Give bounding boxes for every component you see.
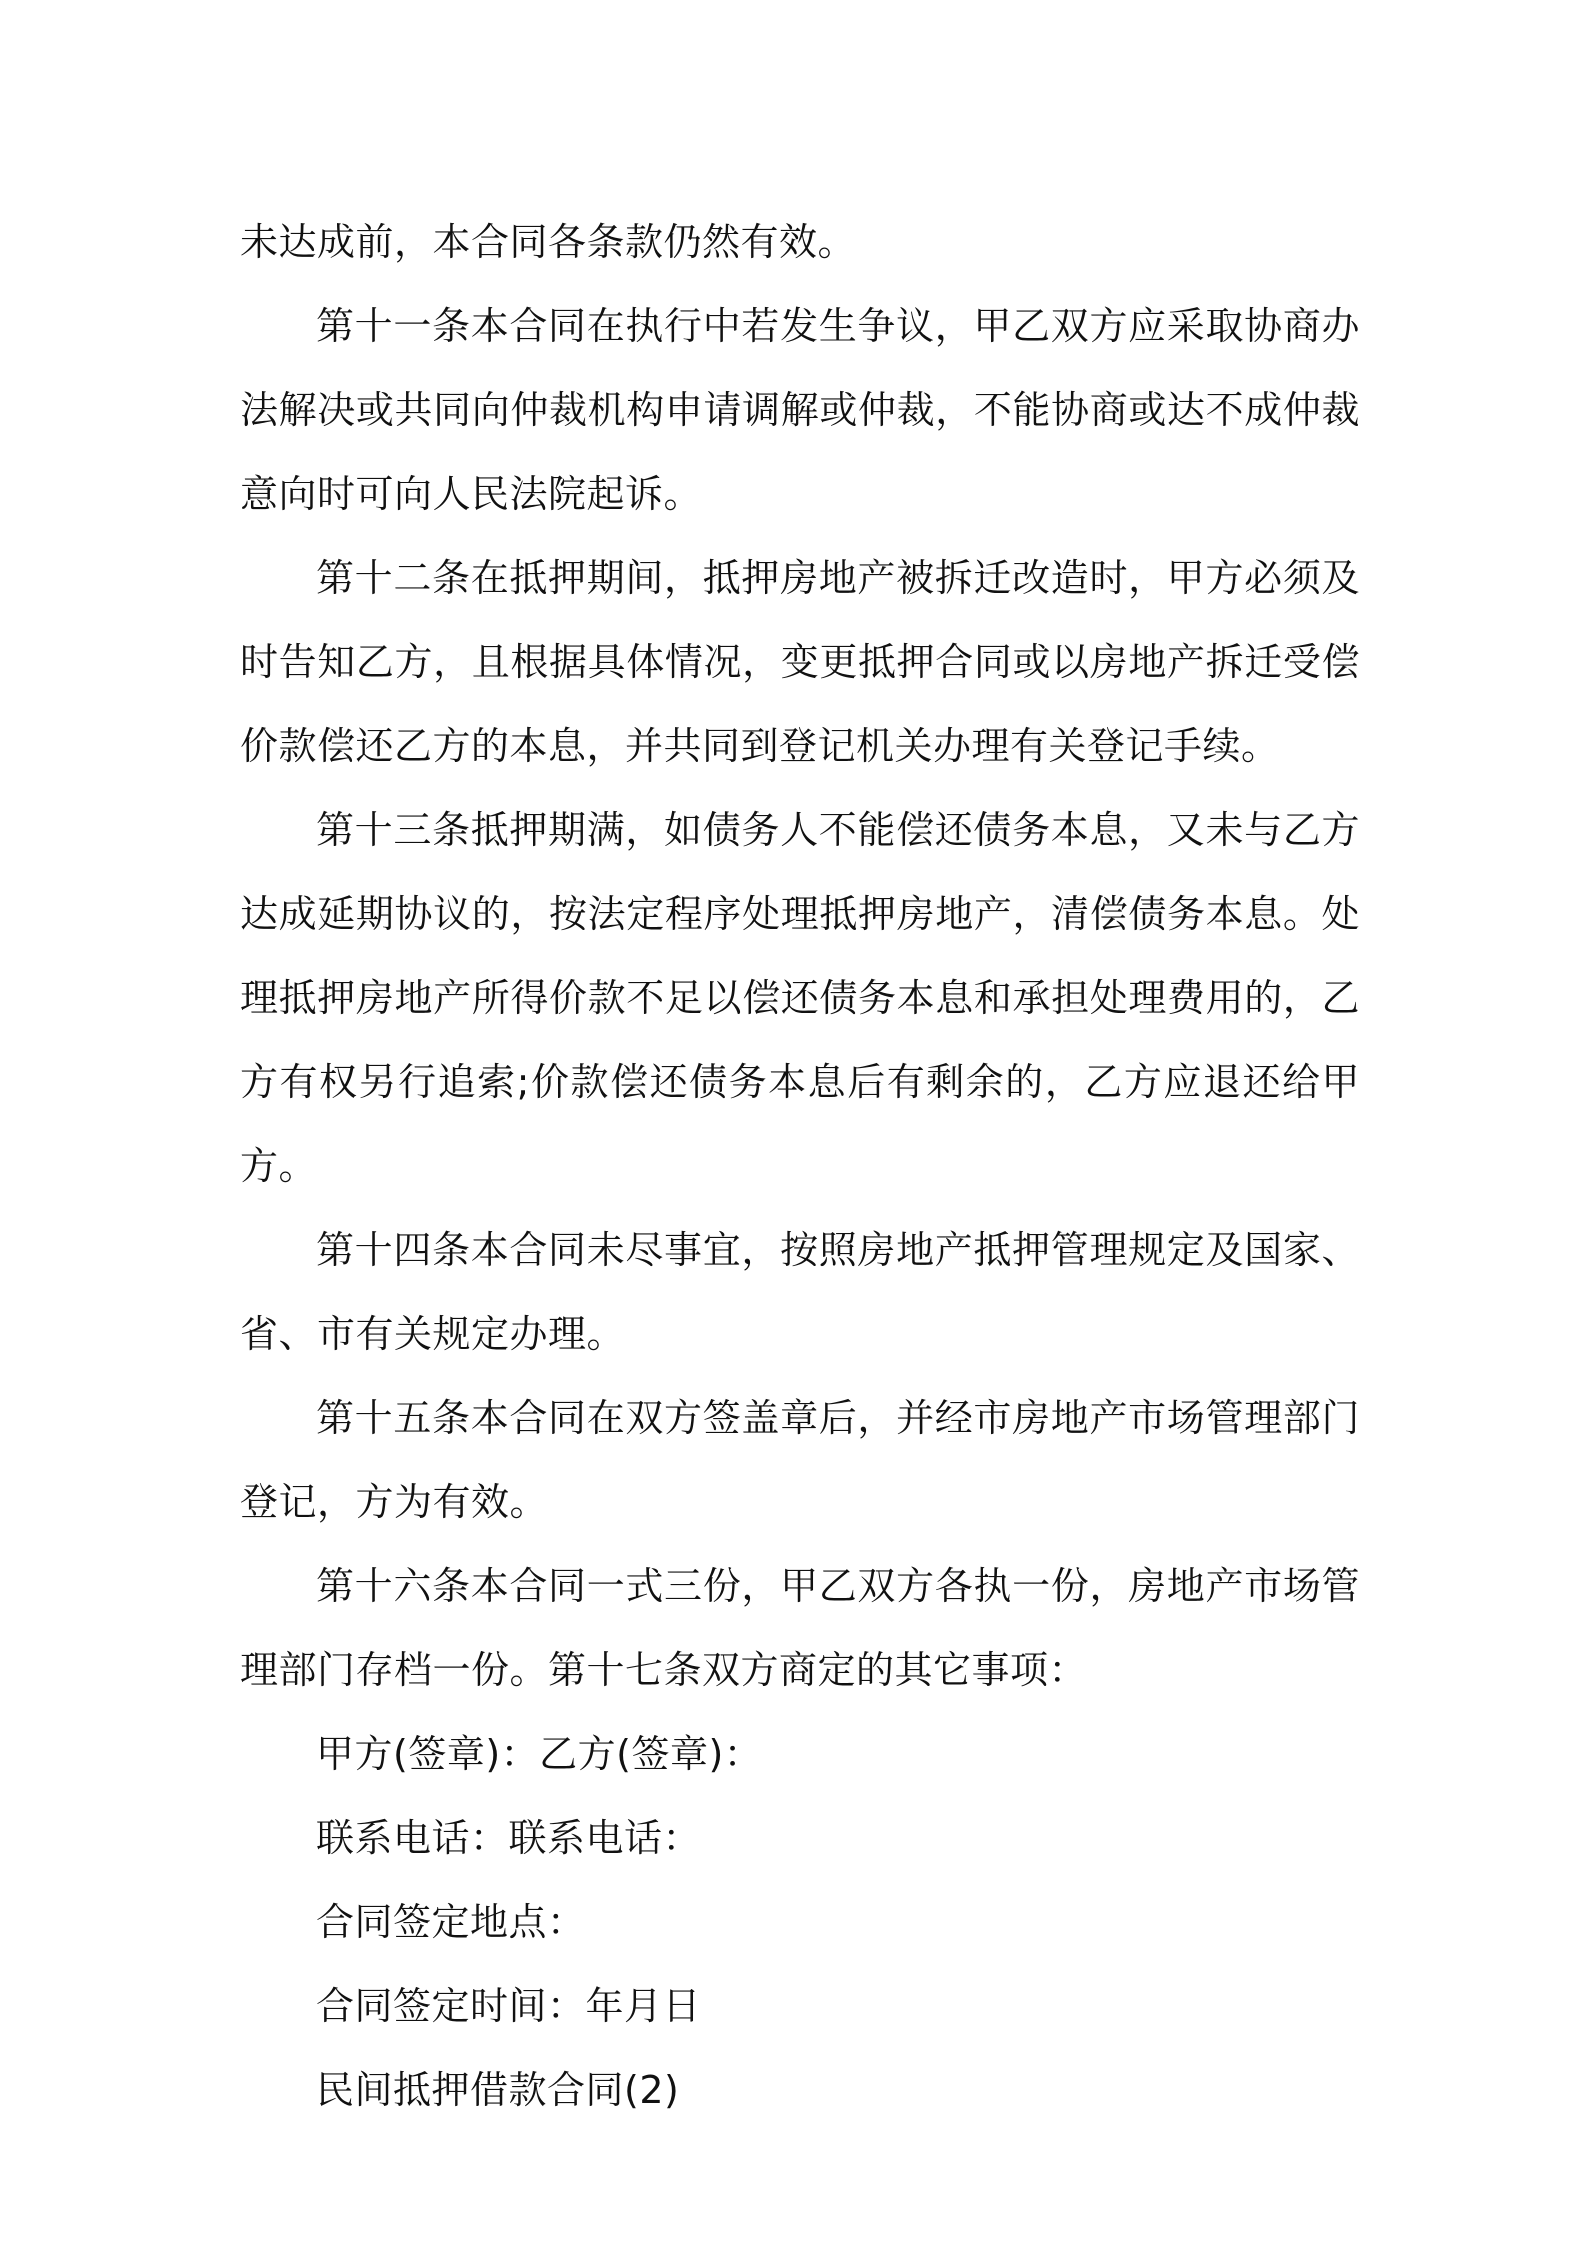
contact-phone-line: 联系电话：联系电话：: [316, 1816, 702, 1860]
next-document-title: 民间抵押借款合同(2): [316, 2068, 680, 2112]
paragraph-article-11: 第十一条本合同在执行中若发生争议，甲乙双方应采取协商办法解决或共同向仲裁机构申请调解或仲裁，不能协商或达不成仲裁意向时可向人民法院起诉。: [240, 304, 1360, 516]
paragraph-article-16: 第十六条本合同一式三份，甲乙双方各执一份，房地产市场管理部门存档一份。第十七条双方商定的其它事项：: [240, 1564, 1360, 1692]
paragraph-article-12: 第十二条在抵押期间，抵押房地产被拆迁改造时，甲方必须及时告知乙方，且根据具体情况，变更抵押合同或以房地产拆迁受偿价款偿还乙方的本息，并共同到登记机关办理有关登记手续。: [240, 556, 1360, 768]
signing-date-line: 合同签定时间：年月日: [316, 1984, 702, 2028]
document-body: [240, 200, 1360, 2132]
paragraph-article-13: 第十三条抵押期满，如债务人不能偿还债务本息，又未与乙方达成延期协议的，按法定程序处理抵押房地产，清偿债务本息。处理抵押房地产所得价款不足以偿还债务本息和承担处理费用的，乙方有权另行追索;价款偿还债务本息后有剩余的，乙方应退还给甲方。: [240, 808, 1360, 1188]
signing-place-line: 合同签定地点：: [316, 1900, 586, 1944]
paragraph-article-15: 第十五条本合同在双方签盖章后，并经市房地产市场管理部门登记，方为有效。: [240, 1396, 1360, 1524]
paragraph-article-14: 第十四条本合同未尽事宜，按照房地产抵押管理规定及国家、省、市有关规定办理。: [240, 1228, 1360, 1356]
signature-parties-line: 甲方(签章)：乙方(签章)：: [316, 1732, 763, 1776]
paragraph-continuation: 未达成前，本合同各条款仍然有效。: [240, 220, 857, 264]
